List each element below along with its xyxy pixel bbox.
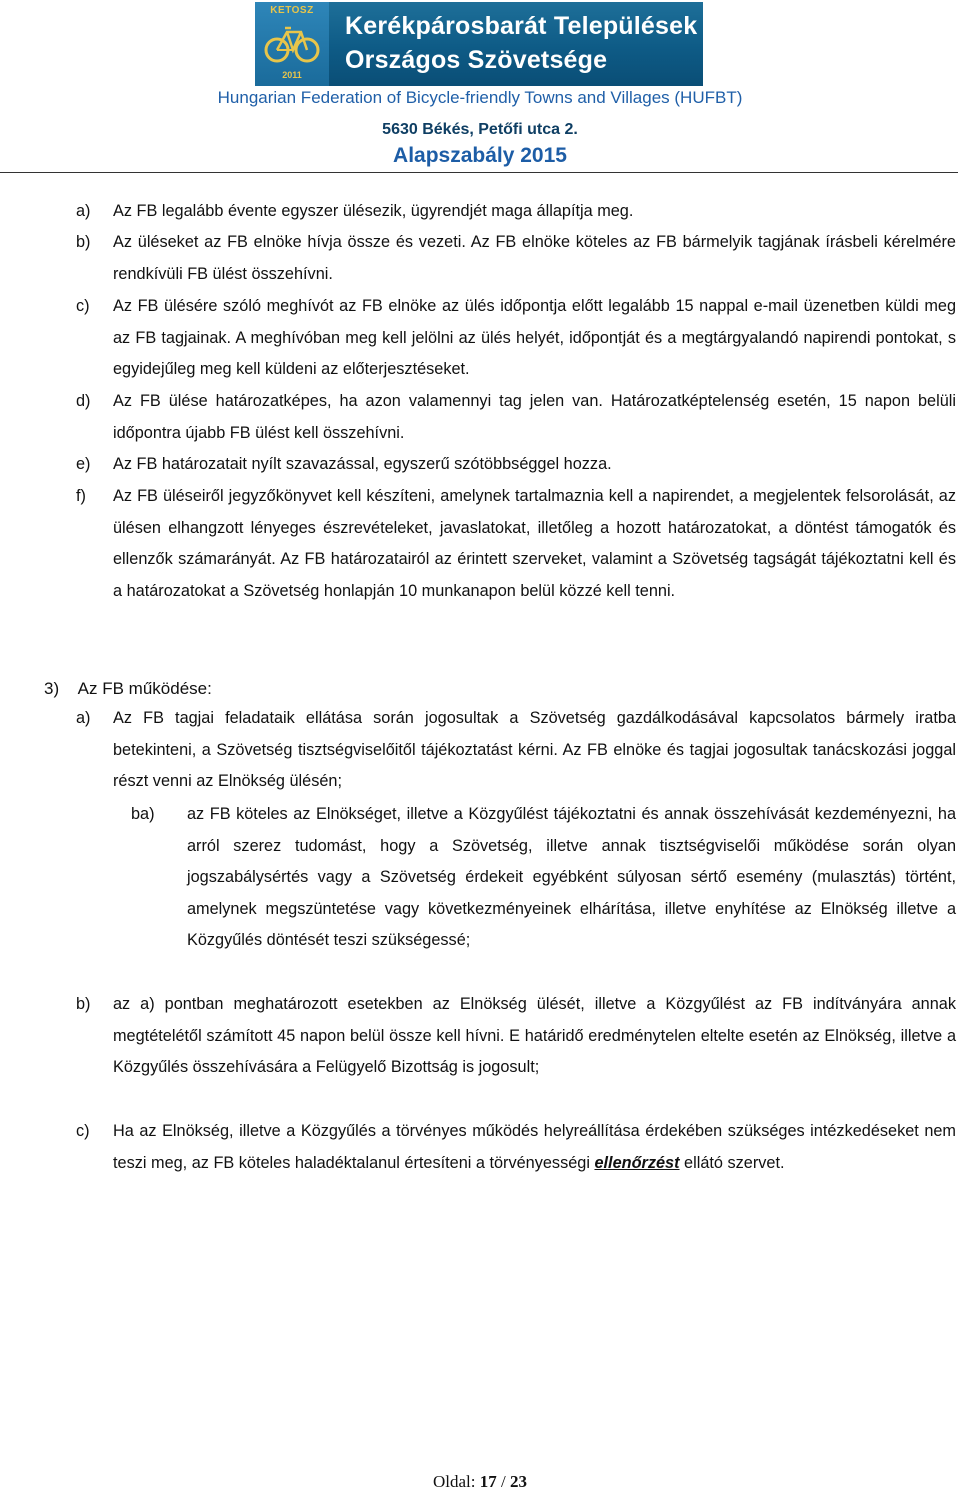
org-name-line1: Kerékpárosbarát Települések xyxy=(345,12,698,40)
item-text: Az üléseket az FB elnöke hívja össze és vezeti. Az FB elnöke köteles az FB bármelyik tagjának írásbeli kérelmére rendkívüli FB ülést összehívni. xyxy=(113,233,956,283)
emphasized-word: ellenőrzést xyxy=(594,1153,680,1172)
item-text: az FB köteles az Elnökséget, illetve a Közgyűlést tájékoztatni és annak összehívását kezdeményezni, ha arról szerez tudomást, hogy a Szövetség, illetve annak tisztségviselői működése során olyan jogszabálysértés vagy a Szövetség érdekeit egyébként súlyosan sértő esemény (mulasztás) történt, amelynek megszüntetése vagy következményeinek elhárítása, illetve enyhítése az Elnökség illetve a Közgyűlés döntését teszi szükségessé; xyxy=(187,805,956,950)
item-label: c) xyxy=(76,297,90,315)
item-label: a) xyxy=(76,202,91,220)
header-banner xyxy=(255,2,703,86)
logo-year-text: 2011 xyxy=(282,70,302,80)
item-text: Az FB tagjai feladataik ellátása során jogosultak a Szövetség gazdálkodásával kapcsolatos bármely iratba betekinteni, a Szövetség tisztségviselőitől tájékoztatást kérni. Az FB elnöke és tagjai jogosultak tanácskozási joggal részt venni az Elnökség ülésén; xyxy=(113,709,956,791)
ketosz-logo xyxy=(255,2,329,86)
item-label: b) xyxy=(76,233,91,251)
logo-top-text: KETOSZ xyxy=(270,5,314,16)
section-number: 3) xyxy=(44,679,60,698)
item-text-tail: ellátó szervet. xyxy=(679,1153,785,1172)
item-text: Az FB ülése határozatképes, ha azon valamennyi tag jelen van. Határozatképtelenség esetén, 15 napon belüli időpontra újabb FB ülést kell összehívni. xyxy=(113,392,956,442)
page-label: Oldal: xyxy=(433,1472,480,1491)
item-text: Az FB legalább évente egyszer ülésezik, ügyrendjét maga állapítja meg. xyxy=(113,202,634,220)
org-address: 5630 Békés, Petőfi utca 2. xyxy=(382,121,578,138)
header-divider xyxy=(0,172,958,173)
section-title: Az FB működése: xyxy=(77,679,212,698)
item-text: Az FB ülésére szóló meghívót az FB elnöke az ülés időpontja előtt legalább 15 nappal e-mail üzenetben küldi meg az FB tagjainak. A meghívóban meg kell jelölni az ülés helyét, időpontját és a megtárgyalandó napirendi pontokat, s egyidejűleg meg kell küldeni az előterjesztéseket. xyxy=(113,297,956,379)
org-name-line2: Országos Szövetsége xyxy=(345,46,608,74)
item-label: ba) xyxy=(131,805,155,823)
total-pages: 23 xyxy=(509,1472,527,1491)
page-separator: / xyxy=(496,1472,510,1491)
item-text: Az FB üléseiről jegyzőkönyvet kell készíteni, amelynek tartalmaznia kell a napirendet, a megjelentek felsorolását, az ülésen elhangzott lényeges észrevételeket, javaslatokat, illetőleg a hozott határozatokat, a döntést támogatók és ellenzők számarányát. Az FB határozatairól az érintett szerveket, valamint a Szövetség tagságát tájékoztatni kell és a határozatokat a Szövetség honlapján 10 munkanapon belül közzé kell tenni. xyxy=(113,487,956,600)
document-title: Alapszabály 2015 xyxy=(393,144,567,167)
item-text xyxy=(113,1116,956,1179)
item-label: e) xyxy=(76,455,91,473)
item-label: c) xyxy=(76,1122,90,1140)
current-page: 17 xyxy=(479,1472,497,1491)
item-text-main: Ha az Elnökség, illetve a Közgyűlés a törvényes működés helyreállítása érdekében szükséges intézkedéseket nem teszi meg, az FB köteles haladéktalanul értesíteni a törvényességi xyxy=(113,1122,956,1172)
item-label: a) xyxy=(76,709,91,727)
page-footer xyxy=(0,1472,960,1492)
item-text: Az FB határozatait nyílt szavazással, egyszerű szótöbbséggel hozza. xyxy=(113,455,612,473)
item-text: az a) pontban meghatározott esetekben az Elnökség ülését, illetve a Közgyűlést az FB indítványára annak megtételétől számított 45 napon belül össze kell hívni. E határidő eredménytelen eltelte esetén az Elnökség, illetve a Közgyűlés összehívására a Felügyelő Bizottság is jogosult; xyxy=(113,995,956,1077)
item-label: b) xyxy=(76,995,91,1013)
section-heading xyxy=(44,673,212,705)
item-label: d) xyxy=(76,392,91,410)
bicycle-icon xyxy=(263,18,321,68)
item-label: f) xyxy=(76,487,86,505)
org-english-name: Hungarian Federation of Bicycle-friendly Towns and Villages (HUFBT) xyxy=(217,88,743,107)
